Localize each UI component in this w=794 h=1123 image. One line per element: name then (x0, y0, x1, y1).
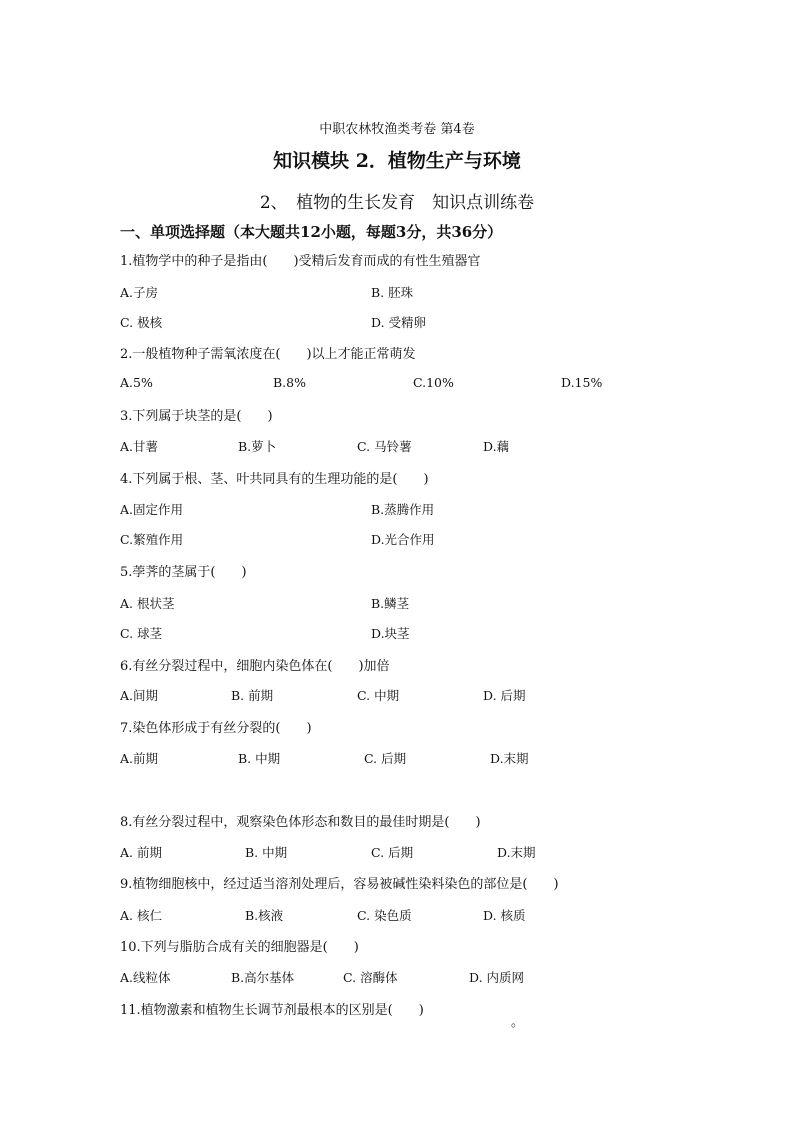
question-5-option-c: C. 球茎 (120, 626, 163, 641)
question-2-option-a: A.5% (120, 375, 153, 390)
question-4-stem: 4.下列属于根、茎、叶共同具有的生理功能的是( ) (120, 472, 429, 487)
stray-period-mark: 。 (511, 1015, 525, 1030)
question-11-stem: 11.植物激素和植物生长调节剂最根本的区别是( ) (120, 1003, 424, 1018)
question-7-option-a: A.前期 (120, 751, 159, 766)
question-9-option-a: A. 核仁 (120, 908, 162, 923)
question-6-option-c: C. 中期 (357, 688, 400, 703)
question-5-option-d: D.块茎 (371, 626, 410, 641)
question-10-stem: 10.下列与脂肪合成有关的细胞器是( ) (120, 940, 359, 955)
question-5-stem: 5.荸荠的茎属于( ) (120, 565, 247, 580)
question-6-option-d: D. 后期 (483, 688, 526, 703)
question-1-option-d: D. 受精卵 (371, 315, 427, 330)
question-7-stem: 7.染色体形成于有丝分裂的( ) (120, 721, 312, 736)
question-7-option-d: D.末期 (490, 751, 529, 766)
question-7-option-c: C. 后期 (364, 751, 407, 766)
question-3-option-d: D.藕 (483, 439, 510, 454)
exam-series-title: 中职农林牧渔类考卷 第4卷 (319, 122, 475, 137)
topic-title: 2、 植物的生长发育 知识点训练卷 (259, 193, 535, 213)
question-2-option-d: D.15% (561, 375, 603, 390)
question-3-stem: 3.下列属于块茎的是( ) (120, 409, 273, 424)
question-8-option-b: B. 中期 (245, 845, 288, 860)
question-4-option-c: C.繁殖作用 (120, 532, 184, 547)
section-heading: 一、单项选择题（本大题共12小题，每题3分，共36分） (120, 223, 503, 241)
question-10-option-b: B.高尔基体 (231, 970, 295, 985)
module-title: 知识模块 2．植物生产与环境 (273, 150, 521, 172)
question-6-stem: 6.有丝分裂过程中，细胞内染色体在( )加倍 (120, 659, 390, 674)
question-10-option-d: D. 内质网 (469, 970, 525, 985)
question-1-option-c: C. 极核 (120, 315, 163, 330)
question-8-stem: 8.有丝分裂过程中，观察染色体形态和数目的最佳时期是( ) (120, 815, 481, 830)
question-6-option-a: A.间期 (120, 688, 159, 703)
question-9-option-b: B.核液 (245, 908, 284, 923)
question-4-option-b: B.蒸腾作用 (371, 502, 435, 517)
question-5-option-b: B.鳞茎 (371, 596, 410, 611)
question-2-option-c: C.10% (413, 375, 454, 390)
question-8-option-c: C. 后期 (371, 845, 414, 860)
question-10-option-c: C. 溶酶体 (343, 970, 398, 985)
question-3-option-c: C. 马铃薯 (357, 439, 412, 454)
question-5-option-a: A. 根状茎 (120, 596, 175, 611)
question-3-option-b: B.萝卜 (238, 439, 277, 454)
question-2-stem: 2.一般植物种子需氧浓度在( )以上才能正常萌发 (120, 347, 416, 362)
question-7-option-b: B. 中期 (238, 751, 281, 766)
question-8-option-a: A. 前期 (120, 845, 162, 860)
question-1-option-b: B. 胚珠 (371, 285, 414, 300)
question-4-option-d: D.光合作用 (371, 532, 435, 547)
question-9-stem: 9.植物细胞核中，经过适当溶剂处理后，容易被碱性染料染色的部位是( ) (120, 877, 559, 892)
question-1-option-a: A.子房 (120, 285, 159, 300)
question-6-option-b: B. 前期 (231, 688, 274, 703)
question-9-option-d: D. 核质 (483, 908, 526, 923)
question-2-option-b: B.8% (273, 375, 306, 390)
question-10-option-a: A.线粒体 (120, 970, 171, 985)
question-4-option-a: A.固定作用 (120, 502, 184, 517)
question-1-stem: 1.植物学中的种子是指由( )受精后发育而成的有性生殖器官 (120, 254, 481, 269)
question-3-option-a: A.甘薯 (120, 439, 159, 454)
question-9-option-c: C. 染色质 (357, 908, 412, 923)
question-8-option-d: D.末期 (497, 845, 536, 860)
